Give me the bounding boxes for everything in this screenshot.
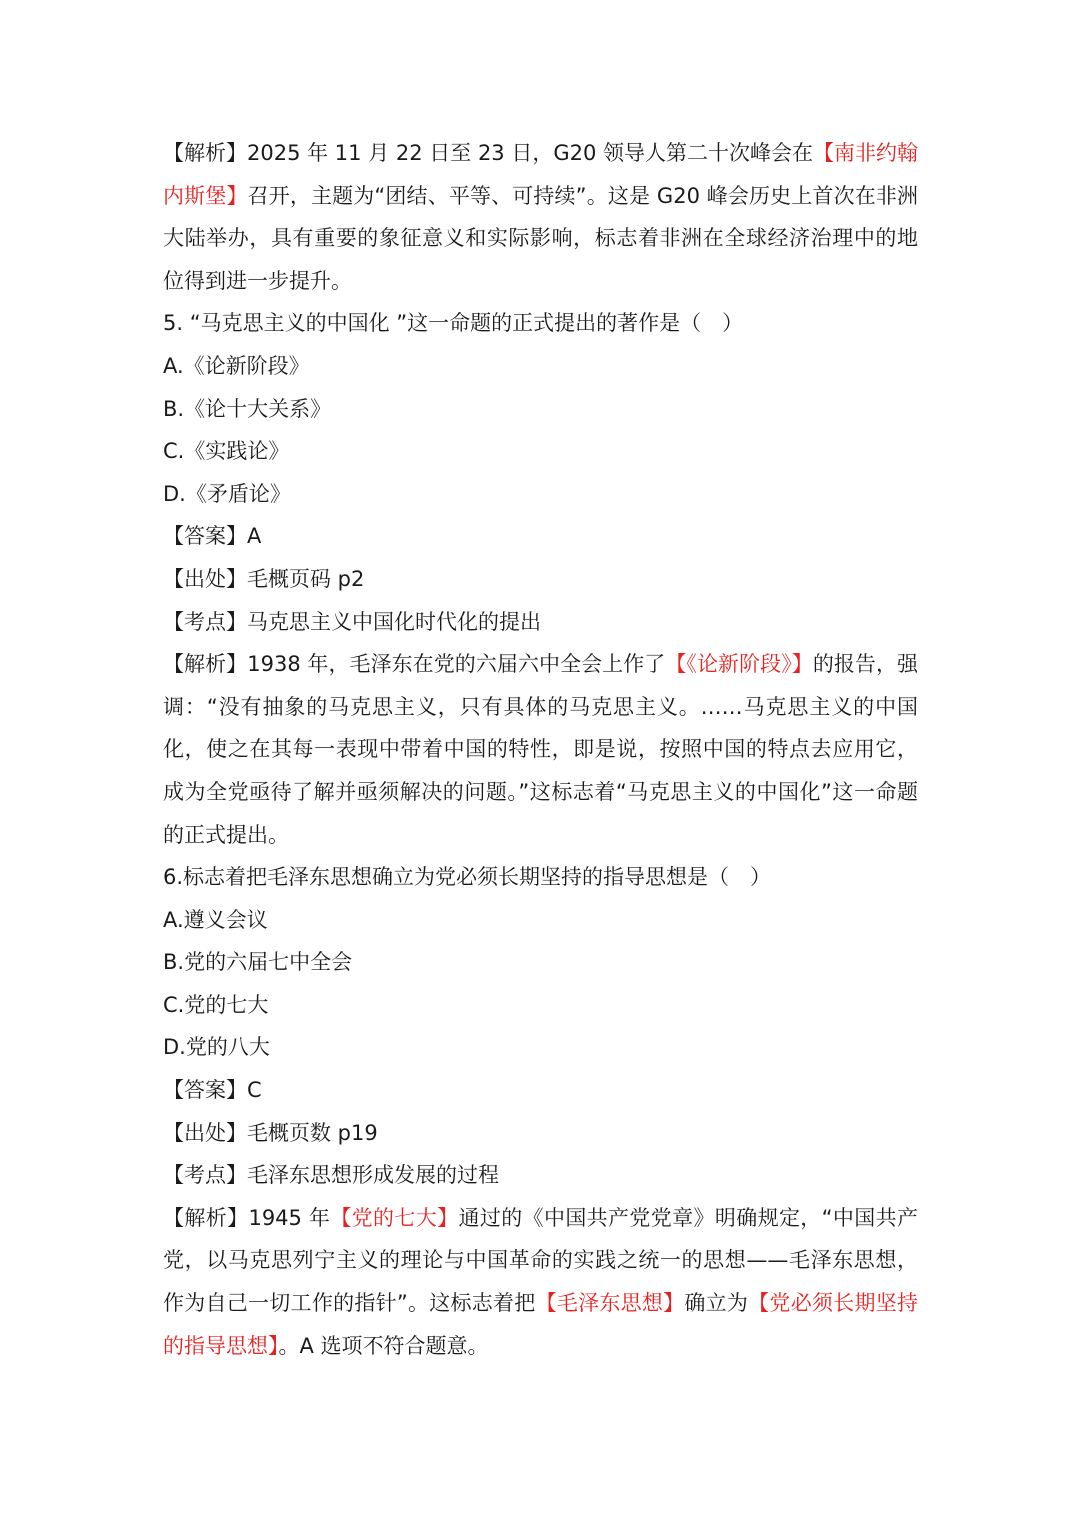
analysis-label: 【解析】: [163, 1205, 249, 1230]
q6-option-c: C.党的七大: [163, 992, 269, 1017]
analysis-text: 通过的《中国共产党党章》明确规定，“中国共产党，以马克思列宁主义的理论与中国革命的实践之统一的思想——毛泽东思想，作为自己一切工作的指针”。这标志着把: [163, 1205, 919, 1316]
q5-point: 【考点】马克思主义中国化时代化的提出: [163, 609, 541, 634]
q5-option-d: D.《矛盾论》: [163, 481, 291, 506]
highlight-seventh-congress: 【党的七大】: [330, 1205, 459, 1230]
q5-answer: 【答案】A: [163, 524, 262, 549]
q6-answer: 【答案】C: [163, 1078, 262, 1103]
q6-source: 【出处】毛概页数 p19: [163, 1120, 378, 1145]
analysis-text: 1945 年: [248, 1205, 331, 1230]
q5-option-a: A.《论新阶段》: [163, 353, 310, 378]
q6-point: 【考点】毛泽东思想形成发展的过程: [163, 1163, 499, 1188]
analysis-text: 召开，主题为“团结、平等、可持续”。这是 G20 峰会历史上首次在非洲大陆举办，具有重要的象征意义和实际影响，标志着非洲在全球经济治理中的地位得到进一步提升。: [163, 183, 918, 293]
question-5: 5. “马克思主义的中国化 ”这一命题的正式提出的著作是（ ）: [163, 311, 744, 336]
q5-source: 【出处】毛概页码 p2: [163, 566, 365, 591]
highlight-guiding-thought: 【党必须长期坚持的指导思想】: [163, 1291, 918, 1358]
document-page: [163, 132, 918, 1367]
analysis-text: 2025 年 11 月 22 日至 23 日，G20 领导人第二十次峰会在: [247, 141, 814, 165]
analysis-text: 1938 年，毛泽东在党的六届六中全会上作了: [247, 652, 666, 677]
question-6: 6.标志着把毛泽东思想确立为党必须长期坚持的指导思想是（ ）: [163, 865, 772, 890]
highlight-johannesburg: 【南非约翰内斯堡】: [163, 141, 919, 208]
q6-option-a: A.遵义会议: [163, 907, 268, 932]
analysis-text: 的报告，强调：“没有抽象的马克思主义，只有具体的马克思主义。……马克思主义的中国化，使之在其每一表现中带着中国的特性，即是说，按照中国的特点去应用它，成为全党亟待了解并亟须解决的问题。”这标志着“马克思主义的中国化”这一命题的正式提出。: [163, 652, 919, 847]
analysis-text: 。A 选项不符合题意。: [278, 1333, 489, 1358]
analysis-text: 确立为: [684, 1291, 749, 1316]
highlight-lun-xin-jieduan: 【《论新阶段》】: [665, 652, 813, 677]
q5-option-c: C.《实践论》: [163, 439, 290, 464]
q6-option-b: B.党的六届七中全会: [163, 950, 353, 975]
q6-option-d: D.党的八大: [163, 1035, 270, 1060]
analysis-paragraph-g20: [163, 132, 918, 302]
highlight-mao-zedong-thought: 【毛泽东思想】: [535, 1291, 685, 1316]
q5-option-b: B.《论十大关系》: [163, 396, 332, 421]
q5-analysis: [163, 643, 918, 856]
analysis-label: 【解析】: [163, 141, 247, 165]
analysis-label: 【解析】: [163, 652, 248, 677]
q6-analysis: [163, 1197, 918, 1367]
